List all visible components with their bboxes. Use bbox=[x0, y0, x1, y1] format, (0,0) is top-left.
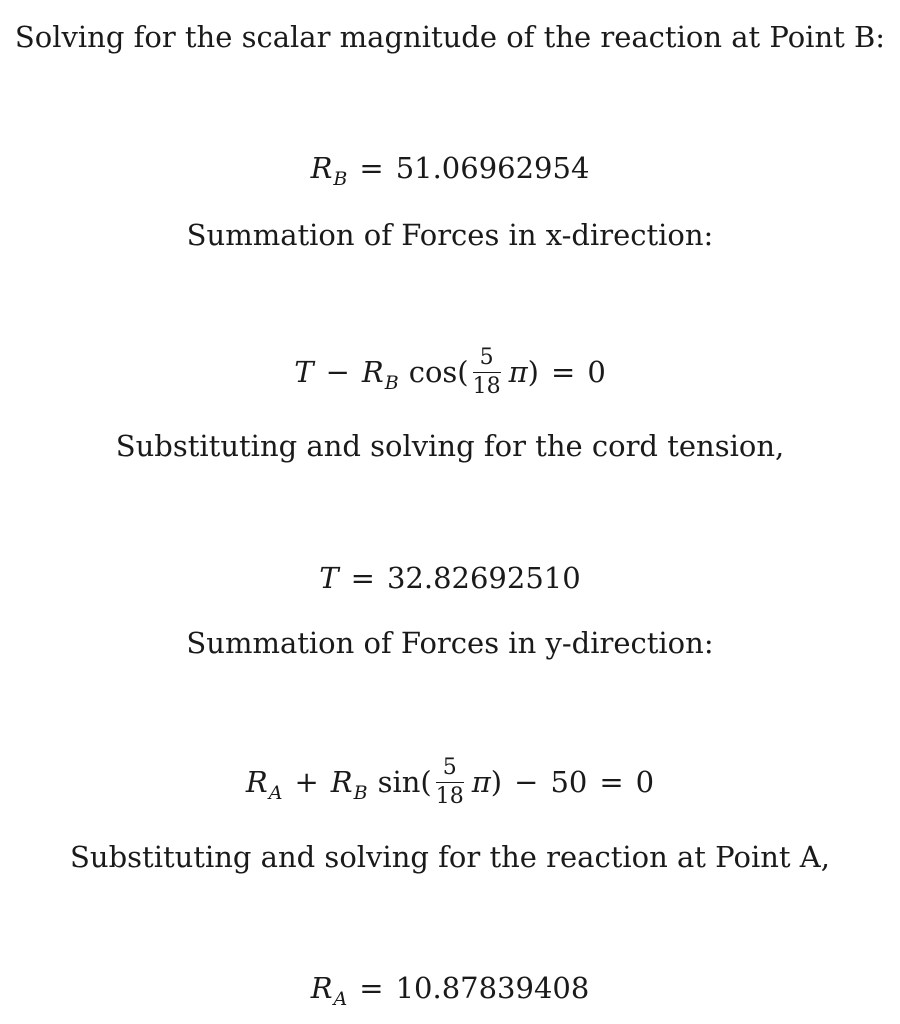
tension-symbol: T bbox=[294, 355, 314, 389]
rb-subscript: B bbox=[353, 782, 368, 804]
heading-sum-y: Summation of Forces in y-direction: bbox=[186, 626, 714, 660]
ra-subscript: A bbox=[333, 988, 348, 1010]
equals-sign: = bbox=[359, 971, 384, 1005]
minus-sign: − bbox=[514, 765, 539, 799]
equation-y-balance bbox=[0, 752, 900, 816]
rb-subscript: B bbox=[333, 168, 348, 190]
text-substitute-ra: Substituting and solving for the reaction at Point A, bbox=[70, 840, 830, 874]
text-substitute-tension: Substituting and solving for the cord tension, bbox=[115, 429, 785, 463]
sin-function: sin( bbox=[377, 765, 432, 799]
fraction-numerator: 5 bbox=[436, 756, 464, 783]
fraction-denominator: 18 bbox=[435, 783, 464, 809]
close-paren: ) bbox=[490, 765, 503, 799]
equation-x-balance bbox=[0, 342, 900, 406]
ra-value: 10.87839408 bbox=[395, 971, 590, 1005]
tension-value: 32.82692510 bbox=[386, 561, 581, 595]
rhs-zero: 0 bbox=[587, 355, 606, 389]
fraction-denominator: 18 bbox=[472, 373, 501, 399]
rb-symbol: R bbox=[310, 151, 333, 185]
close-paren: ) bbox=[527, 355, 539, 389]
rhs-zero: 0 bbox=[635, 765, 655, 799]
heading-sum-x: Summation of Forces in x-direction: bbox=[186, 218, 714, 252]
fraction-numerator: 5 bbox=[473, 346, 501, 373]
equals-sign: = bbox=[599, 765, 624, 799]
ra-subscript: A bbox=[268, 782, 283, 804]
pi-symbol: π bbox=[471, 765, 491, 799]
rb-value: 51.06962954 bbox=[395, 151, 590, 185]
rb-symbol: R bbox=[330, 765, 353, 799]
equals-sign: = bbox=[350, 561, 375, 595]
equation-t-result bbox=[0, 560, 900, 596]
equation-rb-result bbox=[0, 150, 900, 190]
plus-sign: + bbox=[294, 765, 319, 799]
equals-sign: = bbox=[551, 355, 576, 389]
load-value: 50 bbox=[550, 765, 588, 799]
ra-symbol: R bbox=[245, 765, 268, 799]
cos-function: cos( bbox=[408, 355, 469, 389]
tension-symbol: T bbox=[319, 561, 339, 595]
fraction-5-18 bbox=[473, 346, 501, 399]
equation-ra-result bbox=[0, 970, 900, 1010]
fraction-5-18 bbox=[436, 756, 464, 809]
intro-text-point-b: Solving for the scalar magnitude of the reaction at Point B: bbox=[14, 20, 886, 54]
rb-symbol: R bbox=[361, 355, 384, 389]
equals-sign: = bbox=[359, 151, 384, 185]
pi-symbol: π bbox=[508, 355, 528, 389]
minus-sign: − bbox=[325, 355, 350, 389]
ra-symbol: R bbox=[310, 971, 333, 1005]
rb-subscript: B bbox=[384, 372, 399, 394]
